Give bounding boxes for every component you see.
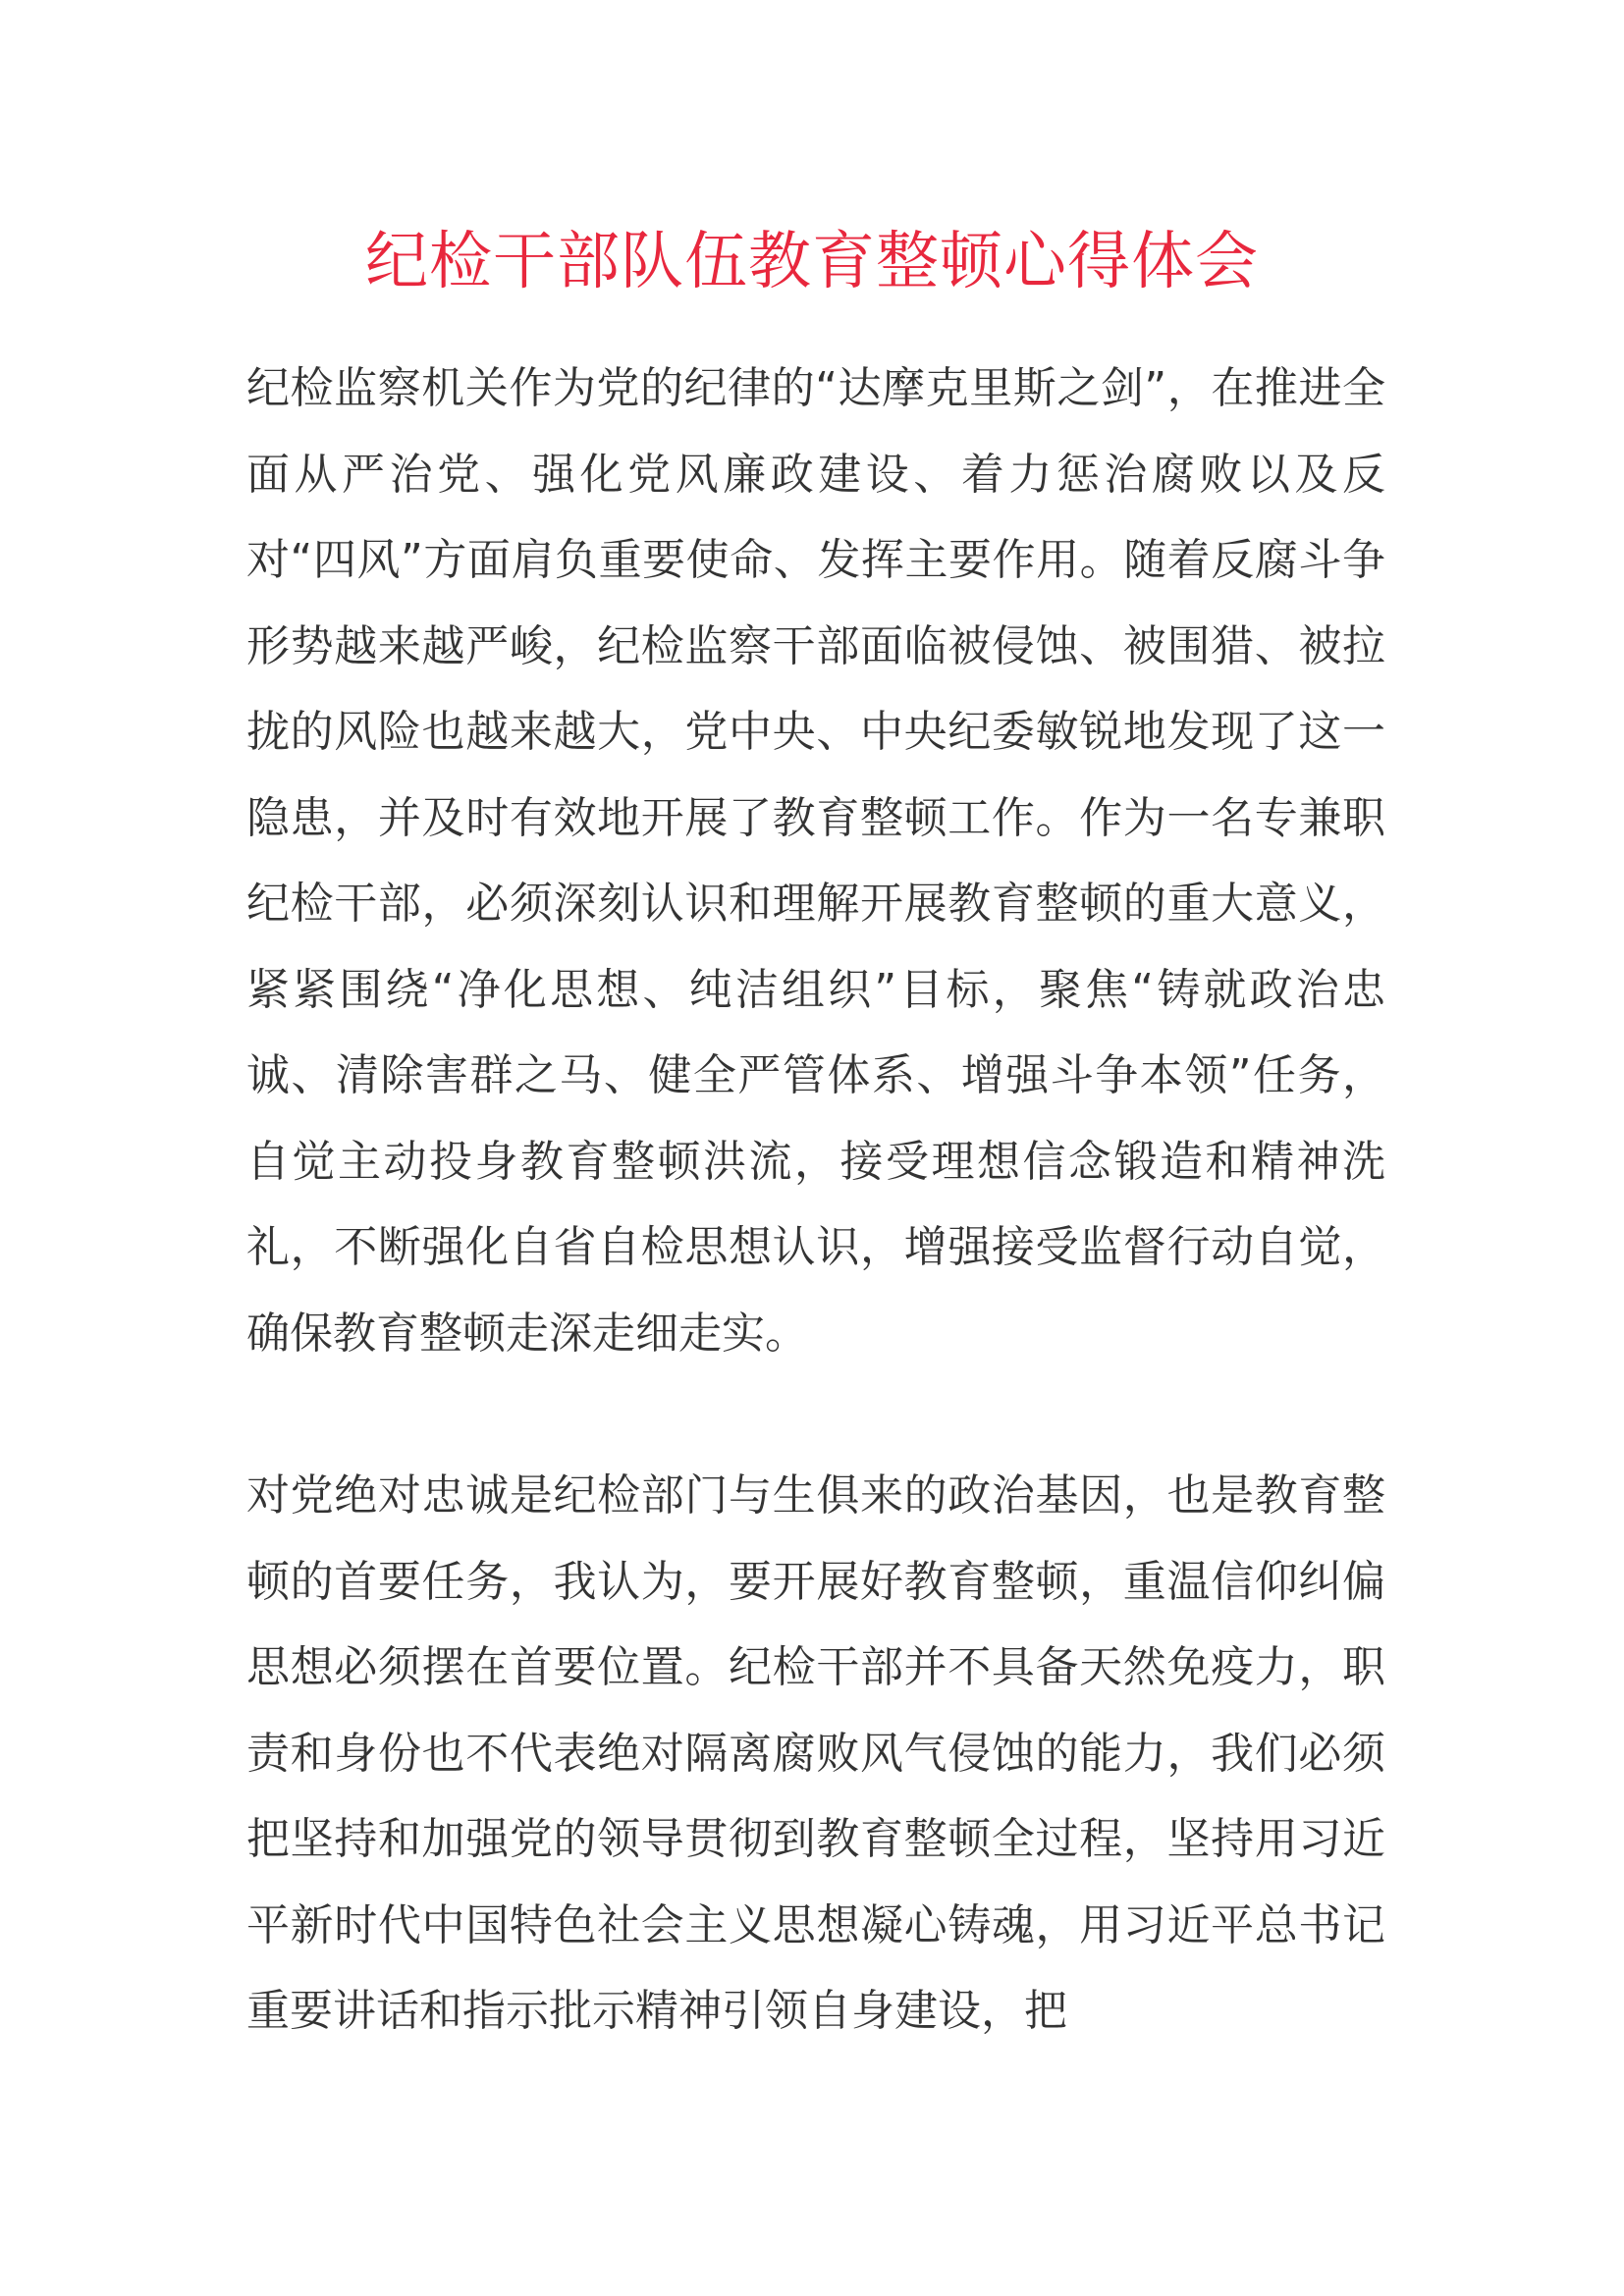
paragraph-2: 对党绝对忠诚是纪检部门与生俱来的政治基因，也是教育整顿的首要任务，我认为，要开展好教育整顿，重温信仰纠偏思想必须摆在首要位置。纪检干部并不具备天然免疫力，职责和身份也不代表绝对隔离腐败风气侵蚀的能力，我们必须把坚持和加强党的领导贯彻到教育整顿全过程，坚持用习近平新时代中国特色社会主义思想凝心铸魂，用习近平总书记重要讲话和指示批示精神引领自身建设，把	[246, 1470, 1385, 2036]
paragraph-1: 纪检监察机关作为党的纪律的“达摩克里斯之剑”，在推进全面从严治党、强化党风廉政建设、着力惩治腐败以及反对“四风”方面肩负重要使命、发挥主要作用。随着反腐斗争形势越来越严峻，纪检监察干部面临被侵蚀、被围猎、被拉拢的风险也越来越大，党中央、中央纪委敏锐地发现了这一隐患，并及时有效地开展了教育整顿工作。作为一名专兼职纪检干部，必须深刻认识和理解开展教育整顿的重大意义，紧紧围绕“净化思想、纯洁组织”目标，聚焦“铸就政治忠诚、清除害群之马、健全严管体系、增强斗争本领”任务，自觉主动投身教育整顿洪流，接受理想信念锻造和精神洗礼，不断强化自省自检思想认识，增强接受监督行动自觉，确保教育整顿走深走细走实。	[246, 363, 1385, 1359]
document-title: 纪检干部队伍教育整顿心得体会	[365, 226, 1259, 298]
